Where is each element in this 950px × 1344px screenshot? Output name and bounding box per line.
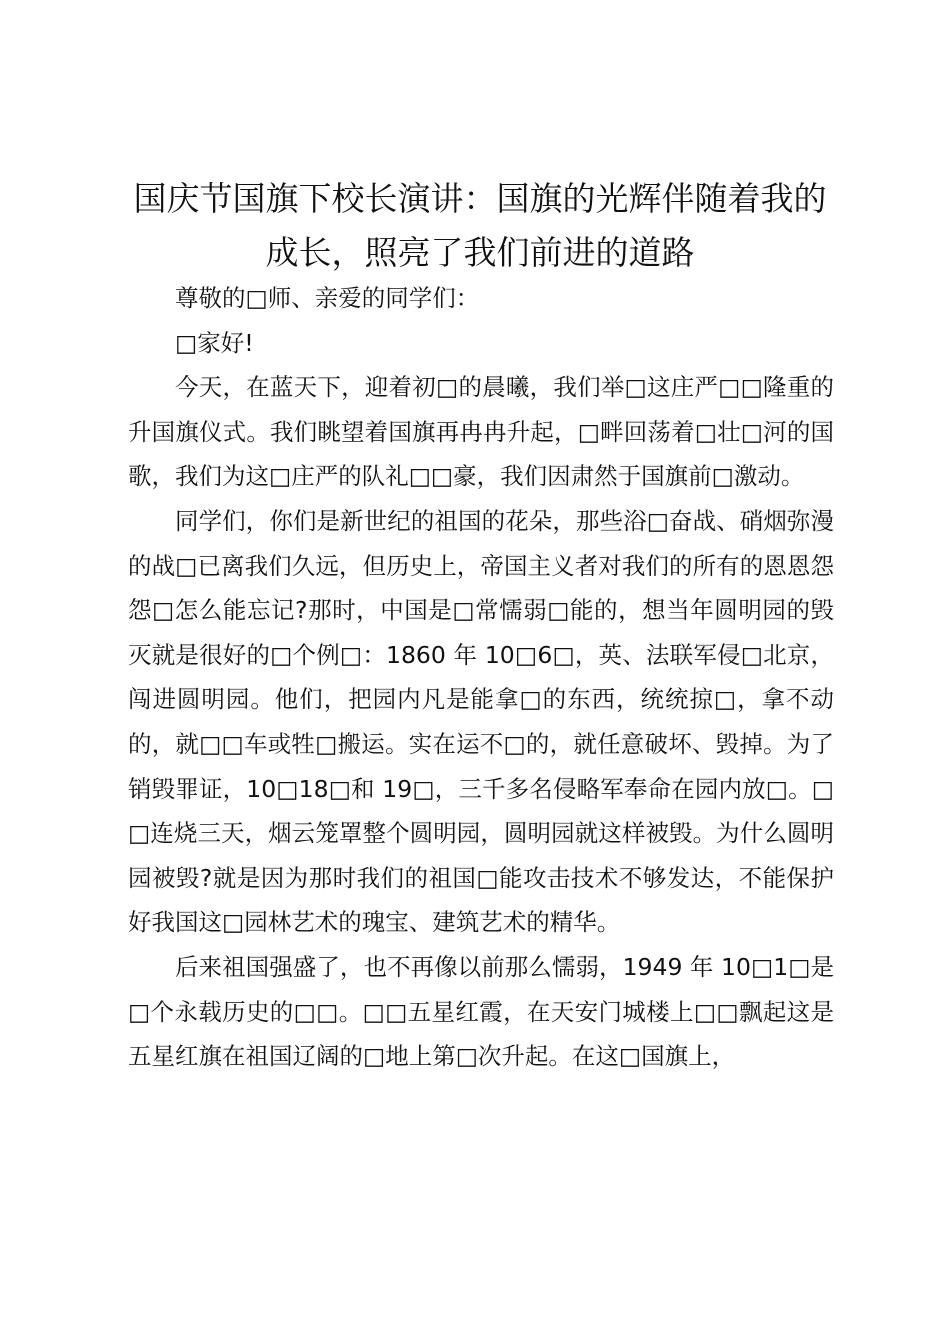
document-body [128,276,834,1079]
body-paragraph-2: 同学们，你们是新世纪的祖国的花朵，那些浴□奋战、硝烟弥漫的战□已离我们久远，但历史上，帝国主义者对我们的所有的恩恩怨怨□怎么能忘记?那时，中国是□常懦弱□能的，想当年圆明园的毁灭就是很好的□个例□：1860 年 10□6□，英、法联军侵□北京，闯进圆明园。他们，把园内凡是能拿□的东西，统统掠□，拿不动的，就□□车或牲□搬运。实在运不□的，就任意破坏、毁掉。为了销毁罪证，10□18□和 19□，三千多名侵略军奉命在园内放□。□□连烧三天，烟云笼罩整个圆明园，圆明园就这样被毁。为什么圆明园被毁?就是因为那时我们的祖国□能攻击技术不够发达，不能保护好我国这□园林艺术的瑰宝、建筑艺术的精华。 [128,506,834,937]
greeting-paragraph: □家好! [175,328,254,357]
body-paragraph-1: 今天，在蓝天下，迎着初□的晨曦，我们举□这庄严□□隆重的升国旗仪式。我们眺望着国旗再冉冉升起，□畔回荡着□壮□河的国歌，我们为这□庄严的队礼□□豪，我们因肃然于国旗前□激动。 [128,373,834,491]
salutation-paragraph: 尊敬的□师、亲爱的同学们： [175,284,480,312]
body-paragraph-3: 后来祖国强盛了，也不再像以前那么懦弱，1949 年 10□1□是□个永载历史的□□。□□五星红霞，在天安门城楼上□□飘起这是五星红旗在祖国辽阔的□地上第□次升起。在这□国旗上， [128,952,834,1071]
document-title: 国庆节国旗下校长演讲：国旗的光辉伴随着我的成长，照亮了我们前进的道路 [133,179,827,272]
